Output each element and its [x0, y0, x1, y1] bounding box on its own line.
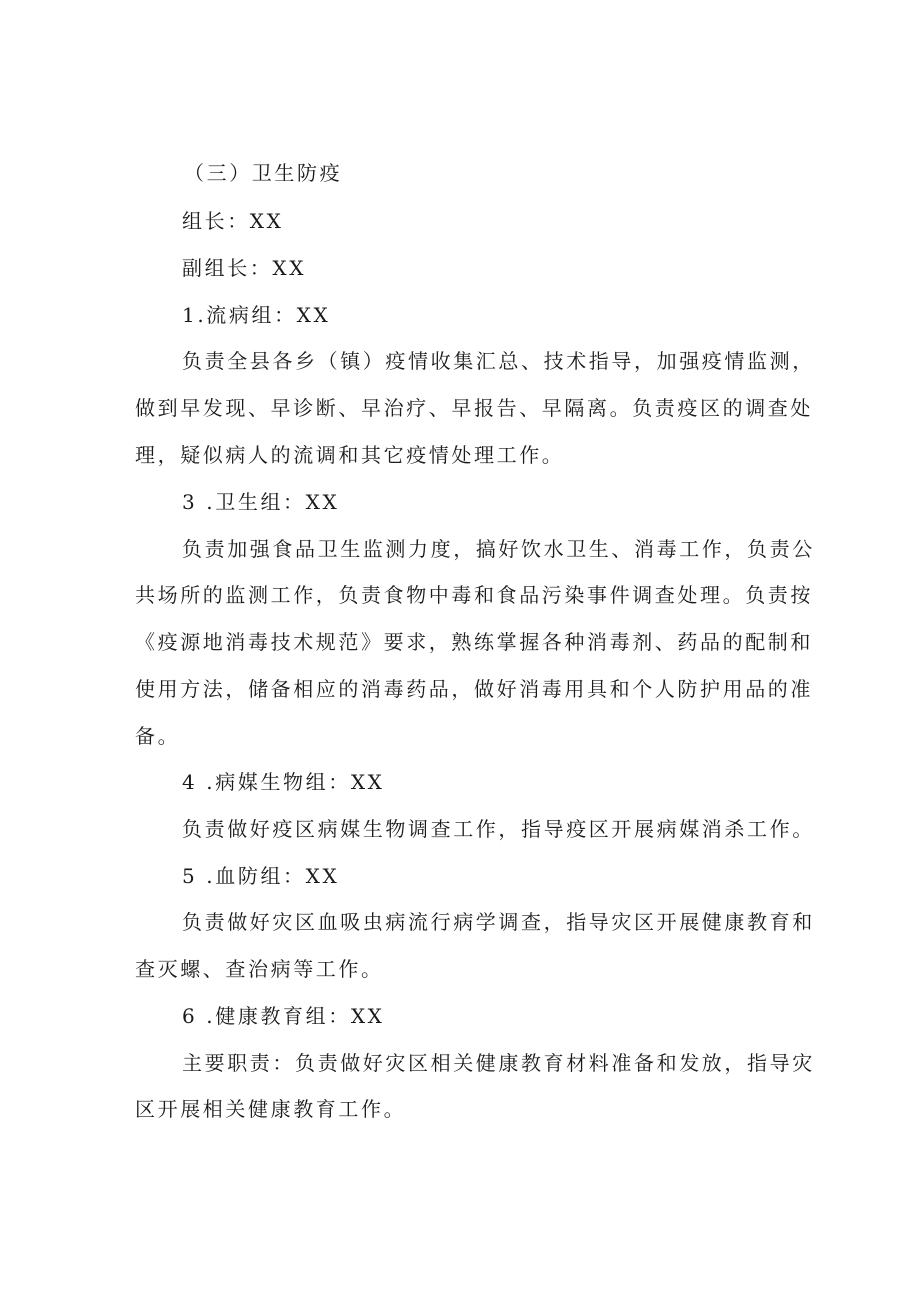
- paragraph-line: 使用方法，储备相应的消毒药品，做好消毒用具和个人防护用品的准: [135, 677, 813, 701]
- group-heading-vector: 4 .病媒生物组：XX: [182, 770, 385, 794]
- group-heading-schistosomiasis: 5 .血防组：XX: [182, 864, 340, 888]
- paragraph-line: 共场所的监测工作，负责食物中毒和食品污染事件调查处理。负责按: [135, 583, 813, 607]
- paragraph-line: 查灭螺、查治病等工作。: [135, 957, 384, 981]
- group-heading-health-education: 6 .健康教育组：XX: [182, 1004, 385, 1028]
- paragraph-line: 《疫源地消毒技术规范》要求，熟练掌握各种消毒剂、药品的配制和: [135, 630, 813, 654]
- paragraph-line: 主要职责：负责做好灾区相关健康教育材料准备和发放，指导灾: [182, 1051, 815, 1075]
- paragraph-line: 理，疑似病人的流调和其它疫情处理工作。: [135, 443, 565, 467]
- paragraph-line: 做到早发现、早诊断、早治疗、早报告、早隔离。负责疫区的调查处: [135, 396, 813, 420]
- group-heading-epidemiology: 1.流病组：XX: [182, 303, 331, 327]
- paragraph-line: 负责加强食品卫生监测力度，搞好饮水卫生、消毒工作，负责公: [182, 537, 815, 561]
- paragraph-line: 备。: [135, 724, 181, 748]
- paragraph-line: 区开展相关健康教育工作。: [135, 1097, 407, 1121]
- paragraph-line: 负责全县各乡（镇）疫情收集汇总、技术指导，加强疫情监测，: [182, 349, 815, 373]
- group-heading-hygiene: 3 .卫生组：XX: [182, 490, 340, 514]
- paragraph-line: 负责做好疫区病媒生物调查工作，指导疫区开展病媒消杀工作。: [182, 817, 815, 841]
- section-title: （三）卫生防疫: [184, 161, 343, 185]
- group-leader: 组长：XX: [182, 209, 284, 233]
- deputy-leader: 副组长：XX: [182, 256, 307, 280]
- paragraph-line: 负责做好灾区血吸虫病流行病学调查，指导灾区开展健康教育和: [182, 910, 815, 934]
